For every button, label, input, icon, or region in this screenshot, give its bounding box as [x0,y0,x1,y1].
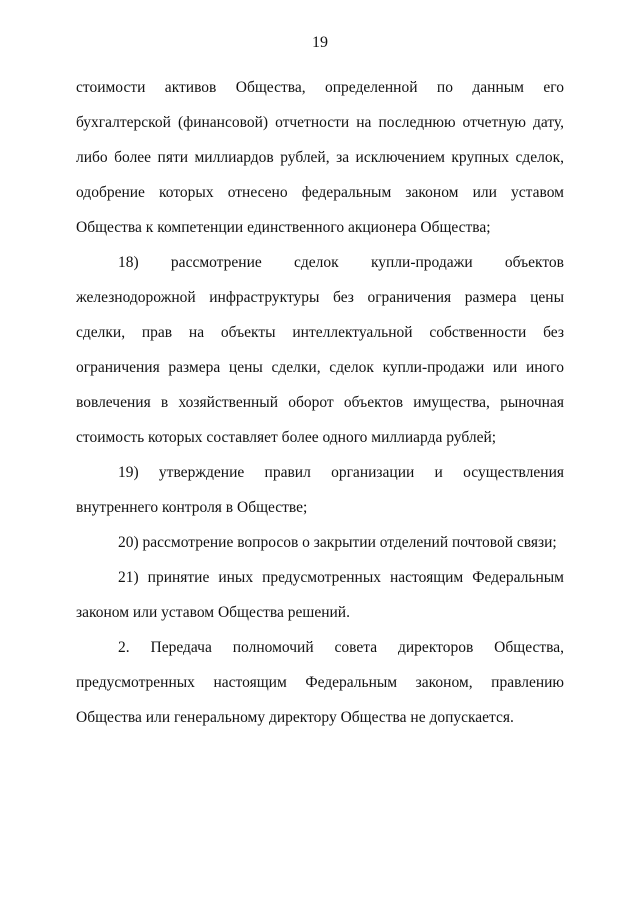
list-item-19: 19) утверждение правил организации и осуществления внутреннего контроля в Обществе; [76,464,564,516]
clause-2: 2. Передача полномочий совета директоров Общества, предусмотренных настоящим Федеральным законом, правлению Общества или генеральному директору Общества не допускается. [76,639,564,726]
page-number: 19 [312,34,328,51]
document-body [76,70,564,735]
list-item-20: 20) рассмотрение вопросов о закрытии отделений почтовой связи; [118,534,557,551]
list-item-18: 18) рассмотрение сделок купли-продажи объектов железнодорожной инфраструктуры без ограничения размера цены сделки, прав на объекты интеллектуальной собственности без ограничения размера цены сделки, сделок купли-продажи или иного вовлечения в хозяйственный оборот объектов имущества, рыночная стоимость которых составляет более одного миллиарда рублей; [76,254,564,446]
list-item-21: 21) принятие иных предусмотренных настоящим Федеральным законом или уставом Общества решений. [76,569,564,621]
paragraph-continuation: стоимости активов Общества, определенной по данным его бухгалтерской (финансовой) отчетности на последнюю отчетную дату, либо более пяти миллиардов рублей, за исключением крупных сделок, одобрение которых отнесено федеральным законом или уставом Общества к компетенции единственного акционера Общества; [76,79,564,236]
